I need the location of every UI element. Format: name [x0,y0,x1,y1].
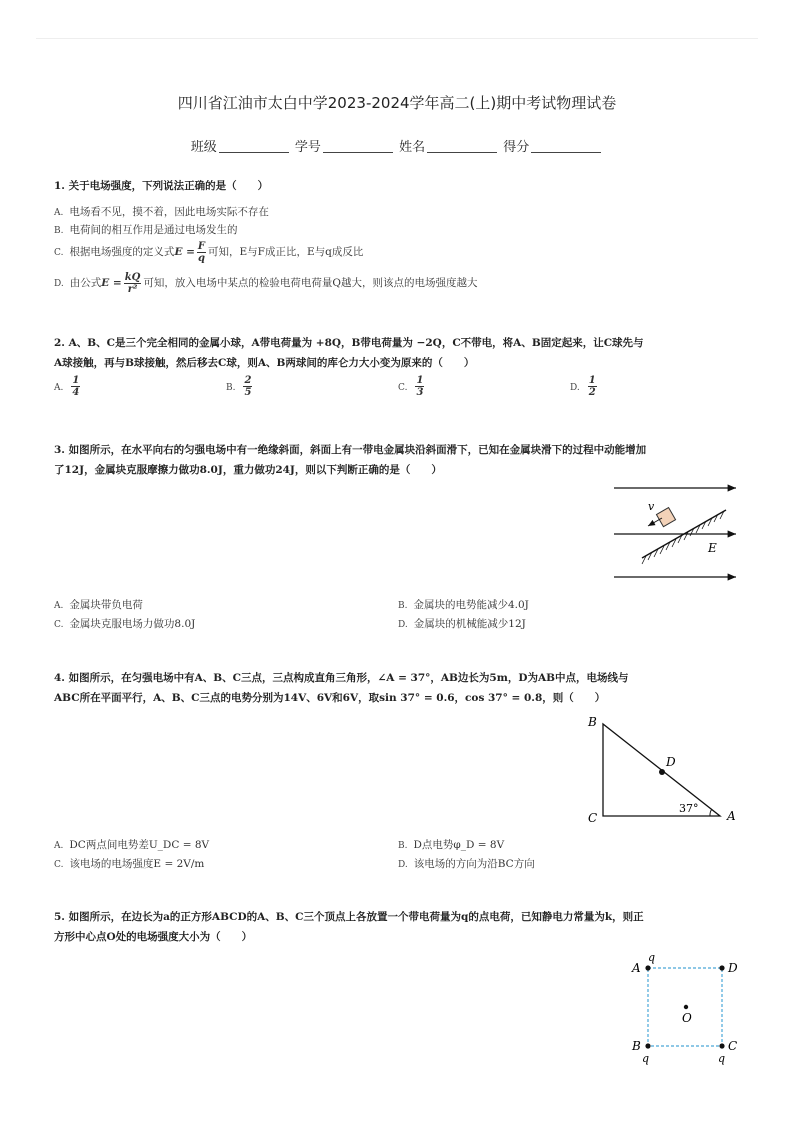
page-title: 四川省江油市太白中学2023-2024学年高二(上)期中考试物理试卷 [177,94,617,112]
label-b: B [588,715,597,729]
student-id-blank[interactable] [323,140,393,153]
class-label: 班级 [190,140,217,155]
q3-option-c[interactable]: C. 金属块克服电场力做功8.0J [54,618,196,630]
label-d: D [728,961,738,975]
field-label-e: E [708,541,717,555]
vertex-b [645,1043,650,1048]
charge-c: q [718,1052,726,1065]
center-o [684,1005,688,1009]
q2-option-b[interactable]: B. $\frac{2}{5}$ [226,375,252,398]
score-blank[interactable] [531,140,601,153]
label-o: O [682,1011,692,1025]
q4-figure-triangle [582,712,742,827]
q2-option-c[interactable]: C. $\frac{1}{3}$ [398,375,424,398]
q5-stem: 5. 如图所示，在边长为a的正方形ABCD的A、B、C三个顶点上各放置一个带电荷量为q的点电荷，已知静电力常量为k，则正 方形中心点O处的电场强度大小为（ ） [54,911,644,943]
class-blank[interactable] [219,140,289,153]
vertex-d [719,965,724,970]
q2-stem: 2. A、B、C是三个完全相同的金属小球，A带电荷量为 +8Q，B带电荷量为 −2Q，C不带电，将A、B固定起来，让C球先与 A球接触，再与B球接触，然后移去C球，则A、B两球间的库仑力大小变为原来的（ ） [54,337,644,369]
q2-option-d[interactable]: D. $\frac{1}{2}$ [570,375,596,398]
label-c: C [588,811,598,825]
q3-option-a[interactable]: A. 金属块带负电荷 [54,599,143,611]
q3-option-b[interactable]: B. 金属块的电势能减少4.0J [398,599,529,611]
student-id-label: 学号 [294,140,321,155]
q1d-fraction: $\frac{kQ}{\text{r²}}$ [124,271,141,295]
q1-option-c[interactable]: C. 根据电场强度的定义式E = $\frac{F}{q}$ 可知，E与F成正比，E与q成反比 [54,240,364,264]
q2-option-a[interactable]: A. $\frac{1}{4}$ [54,375,80,398]
label-b: B [632,1039,641,1053]
name-label: 姓名 [399,140,426,155]
q1-option-d[interactable]: D. 由公式E = $\frac{kQ}{\text{r²}}$ 可知，放入电场中某点的检验电荷电荷量Q越大，则该点的电场强度越大 [54,271,478,295]
q3-stem: 3. 如图所示，在水平向右的匀强电场中有一绝缘斜面，斜面上有一带电金属块沿斜面滑下，已知在金属块滑下的过程中动能增加 了12J，金属块克服摩擦力做功8.0J，重力做功24J，则以下判断正确的是（ ） [54,444,647,476]
q4-option-d[interactable]: D. 该电场的方向为沿BC方向 [398,858,535,870]
q3-figure-incline [608,480,748,590]
q1-stem: 1. 关于电场强度，下列说法正确的是（ ） [54,180,269,192]
q1c-fraction: $\frac{F}{q}$ [197,240,206,264]
charge-a: q [648,952,656,964]
q1-option-a[interactable]: A. 电场看不见，摸不着，因此电场实际不存在 [54,206,269,218]
q4-stem: 4. 如图所示，在匀强电场中有A、B、C三点，三点构成直角三角形，∠A = 37°，AB边长为5m，D为AB中点，电场线与 ABC所在平面平行，A、B、C三点的电势分别为14V、6V和6V，取sin 37° = 0.6，cos 37° = 0.8，则（ ） [54,672,629,704]
header-divider [36,38,758,39]
q1-option-b[interactable]: B. 电荷间的相互作用是通过电场发生的 [54,224,238,236]
velocity-arrow [648,518,662,526]
q3-option-d[interactable]: D. 金属块的机械能减少12J [398,618,526,630]
incline-hatching [642,511,724,564]
label-c: C [728,1039,738,1053]
velocity-label: v [648,500,655,513]
q5-figure-square [626,952,746,1070]
angle-label: 37° [679,802,699,815]
metal-block [656,508,675,527]
vertex-c [719,1043,724,1048]
angle-arc [710,809,712,816]
midpoint-d [659,769,665,775]
vertex-a [645,965,650,970]
label-d: D [666,755,676,769]
label-a: A [727,809,736,823]
q4-option-a[interactable]: A. DC两点间电势差U_DC = 8V [54,839,210,851]
name-blank[interactable] [427,140,497,153]
score-label: 得分 [503,140,530,155]
q4-option-b[interactable]: B. D点电势φ_D = 8V [398,839,505,851]
student-info-line [0,136,794,155]
q4-option-c[interactable]: C. 该电场的电场强度E = 2V/m [54,858,205,870]
label-a: A [632,961,641,975]
charge-b: q [642,1052,650,1065]
